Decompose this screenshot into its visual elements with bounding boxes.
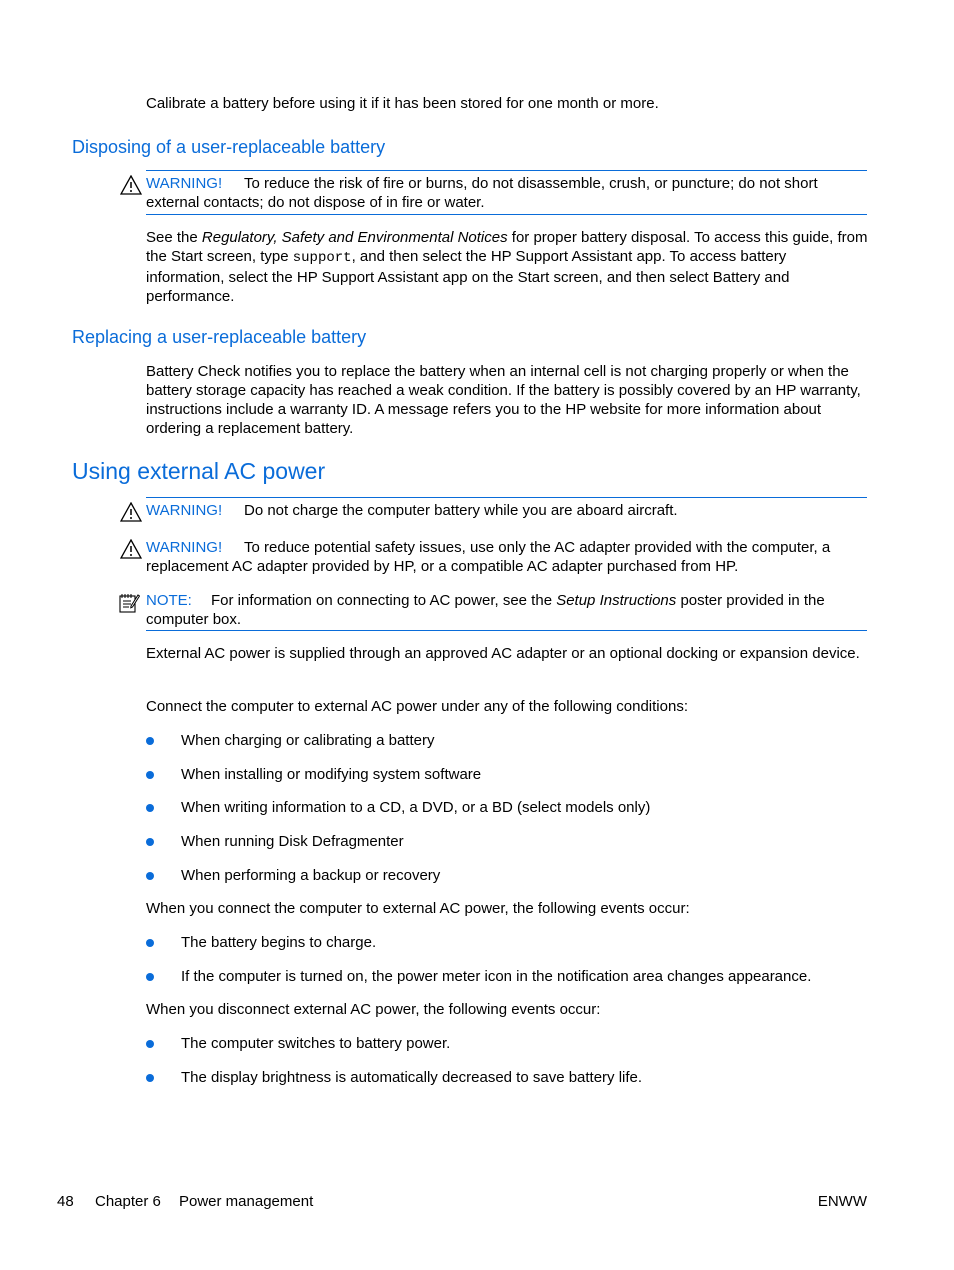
- warning-triangle-icon: [120, 502, 142, 527]
- section-heading-disposing: Disposing of a user-replaceable battery: [72, 137, 386, 157]
- list-item: When performing a backup or recovery: [181, 867, 441, 884]
- list-item: The battery begins to charge.: [181, 934, 377, 951]
- bullet-dot: [146, 939, 154, 947]
- text-run: See the: [146, 229, 202, 246]
- chapter-label: Chapter 6: [95, 1193, 161, 1210]
- list-item: When running Disk Defragmenter: [181, 833, 404, 850]
- ac-paragraph-2: Connect the computer to external AC power under any of the following conditions:: [146, 698, 688, 715]
- section-heading-replacing: Replacing a user-replaceable battery: [72, 327, 367, 347]
- warning-top-rule: [146, 170, 867, 171]
- command-text: support: [292, 250, 352, 266]
- ac-paragraph-1: External AC power is supplied through an approved AC adapter or an optional docking or expansion device.: [146, 645, 860, 662]
- warning-bottom-rule: [146, 214, 867, 215]
- warning-label: WARNING!: [146, 539, 223, 556]
- app-name: HP Support Assistant: [490, 248, 633, 265]
- warning-disposing: [146, 174, 868, 212]
- document-title: Setup Instructions: [556, 592, 677, 609]
- intro-paragraph: Calibrate a battery before using it if it has been stored for one month or more.: [146, 95, 659, 112]
- warning-aircraft: [146, 501, 868, 520]
- bullet-dot: [146, 804, 154, 812]
- bullet-dot: [146, 838, 154, 846]
- chapter-title: Power management: [179, 1193, 314, 1210]
- ac-paragraph-3: When you connect the computer to external AC power, the following events occur:: [146, 900, 690, 917]
- note-setup-instructions: [146, 591, 868, 629]
- menu-item-name: Battery and performance: [146, 269, 790, 305]
- replacing-paragraph: Battery Check notifies you to replace the battery when an internal cell is not charging properly or when the battery storage capacity has reached a weak condition. If the battery is possibly covered by an HP warranty, instructions include a warranty ID. A message refers you to the HP website for more information about ordering a replacement battery.: [146, 363, 861, 437]
- warning-adapter: [146, 538, 868, 576]
- warning-text: To reduce the risk of fire or burns, do not disassemble, crush, or puncture; do not short external contacts; do not dispose of in fire or water.: [146, 175, 818, 211]
- warning-text: To reduce potential safety issues, use only the AC adapter provided with the computer, a replacement AC adapter provided by HP, or a compatible AC adapter purchased from HP.: [146, 539, 831, 575]
- bullet-dot: [146, 771, 154, 779]
- ac-paragraph-4: When you disconnect external AC power, the following events occur:: [146, 1001, 601, 1018]
- page-number: 48: [57, 1193, 74, 1210]
- text-run: , and then select the: [351, 248, 491, 265]
- note-text: For information on connecting to AC power, see the: [211, 592, 557, 609]
- bullet-dot: [146, 737, 154, 745]
- bullet-dot: [146, 1074, 154, 1082]
- disposal-paragraph: [146, 228, 868, 306]
- section-heading-ac-power: Using external AC power: [72, 458, 326, 484]
- bullet-dot: [146, 872, 154, 880]
- warning-top-rule: [146, 497, 867, 498]
- list-item: When charging or calibrating a battery: [181, 732, 435, 749]
- list-item: If the computer is turned on, the power meter icon in the notification area changes appearance.: [181, 968, 812, 985]
- text-run: app on the Start screen, and then select: [438, 269, 713, 286]
- list-item: When writing information to a CD, a DVD, or a BD (select models only): [181, 799, 651, 816]
- bullet-dot: [146, 973, 154, 981]
- app-name: HP Support Assistant: [296, 269, 439, 286]
- note-bottom-rule: [146, 630, 867, 631]
- warning-label: WARNING!: [146, 502, 223, 519]
- list-item: The display brightness is automatically decreased to save battery life.: [181, 1069, 643, 1086]
- text-run: app. To access battery information, select the: [146, 248, 787, 286]
- list-item: When installing or modifying system software: [181, 766, 482, 783]
- bullet-dot: [146, 1040, 154, 1048]
- note-icon: [118, 592, 140, 619]
- document-title: Regulatory, Safety and Environmental Notices: [201, 229, 508, 246]
- text-run: for proper battery disposal. To access this guide, from the Start screen, type: [146, 229, 868, 265]
- note-label: NOTE:: [146, 592, 192, 609]
- footer-locale: ENWW: [817, 1193, 867, 1210]
- list-item: The computer switches to battery power.: [181, 1035, 451, 1052]
- warning-triangle-icon: [120, 175, 142, 200]
- warning-triangle-icon: [120, 539, 142, 564]
- warning-label: WARNING!: [146, 175, 223, 192]
- note-text: poster provided in the computer box.: [146, 592, 825, 628]
- text-run: .: [230, 288, 235, 305]
- warning-text: Do not charge the computer battery while you are aboard aircraft.: [244, 502, 678, 519]
